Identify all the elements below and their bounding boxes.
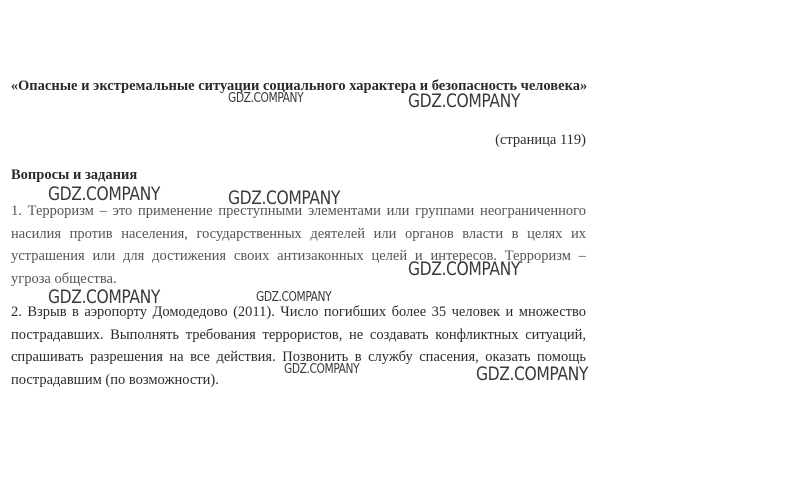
document-title: «Опасные и экстремальные ситуации социального характера и безопасность человека»	[10, 78, 588, 94]
page-reference: (страница 119)	[495, 132, 586, 148]
section-heading: Вопросы и задания	[11, 167, 138, 183]
watermark: GDZ.COMPANY	[228, 91, 304, 106]
answer-paragraph-1: 1. Терроризм – это применение преступными элементами или группами неограниченного насилия против населения, государственных деятелей или органов власти в целях их устрашения или для достижения своих антизаконных целей и интересов. Терроризм – угроза общества.	[11, 203, 586, 287]
watermark: GDZ.COMPANY	[476, 363, 589, 385]
watermark: GDZ.COMPANY	[228, 187, 341, 209]
watermark: GDZ.COMPANY	[408, 258, 521, 280]
answer-paragraph-2: 2. Взрыв в аэропорту Домодедово (2011). Число погибших более 35 человек и множество пострадавших. Выполнять требования террористов, не создавать конфликтных ситуаций, спрашивать разрешения на все действия. Позвонить в службу спасения, оказать помощь пострадавшим (по возможности).	[11, 304, 586, 388]
watermark: GDZ.COMPANY	[48, 183, 161, 205]
watermark: GDZ.COMPANY	[284, 362, 360, 377]
watermark: GDZ.COMPANY	[408, 90, 521, 112]
watermark: GDZ.COMPANY	[48, 286, 161, 308]
watermark: GDZ.COMPANY	[256, 290, 332, 305]
